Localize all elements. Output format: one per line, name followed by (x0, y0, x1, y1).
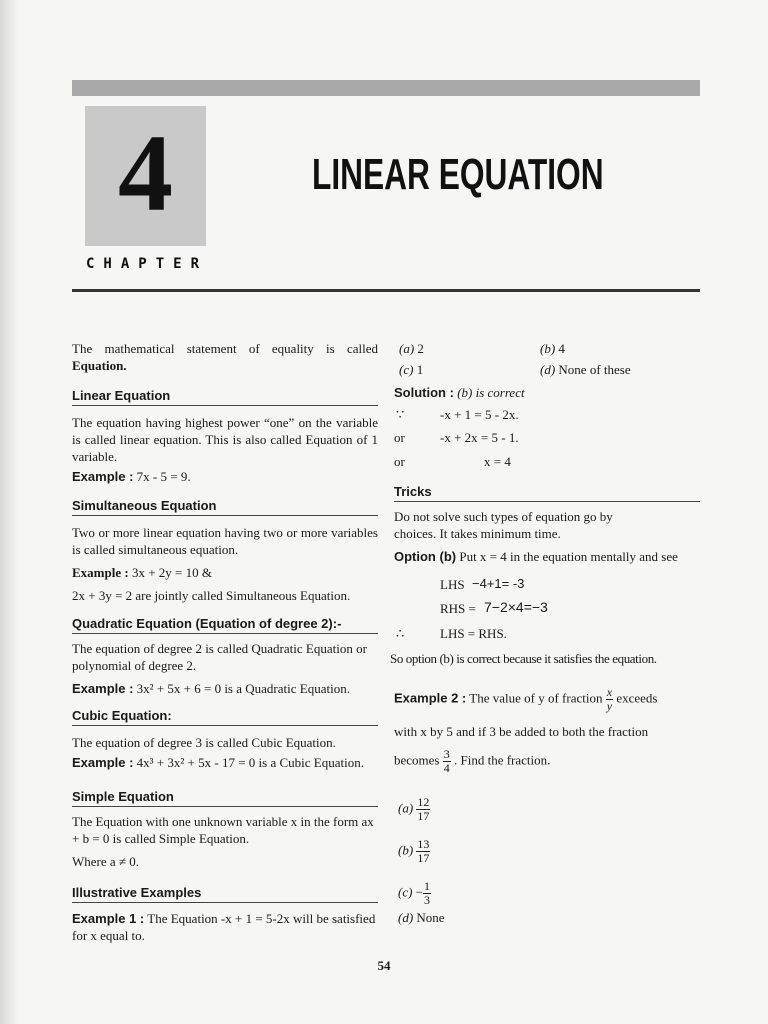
fraction-numerator: 1 (424, 879, 431, 893)
fraction-numerator: 3 (443, 747, 450, 761)
heading-tricks: Tricks (394, 483, 700, 502)
fraction-denominator: 17 (417, 809, 430, 823)
heading-simple: Simple Equation (72, 788, 378, 807)
option-c-label: (c) (399, 362, 414, 377)
chapter-title: LINEAR EQUATION (312, 150, 604, 199)
heading-simultaneous: Simultaneous Equation (72, 497, 378, 516)
fraction-denominator: y (606, 699, 613, 713)
answer-a-label: (a) (398, 800, 414, 816)
fraction-numerator: 12 (417, 795, 430, 809)
intro-paragraph (72, 340, 378, 374)
answer-d-label: (d) (398, 910, 414, 925)
cubic-example (72, 754, 378, 771)
option-c (399, 361, 423, 378)
solution-label: Solution : (394, 385, 454, 400)
quad-example-value: 3x² + 5x + 6 = 0 is a Quadratic Equation. (136, 681, 350, 696)
heading-illustrative: Illustrative Examples (72, 884, 378, 903)
answer-c (398, 880, 431, 907)
left-column (72, 340, 378, 944)
simple-where: Where a ≠ 0. (72, 854, 140, 869)
answer-d-text: None (416, 910, 445, 925)
example-1 (72, 910, 378, 944)
therefore-symbol: ∴ (396, 626, 405, 641)
option-d-value: None of these (558, 362, 631, 377)
answer-b (398, 838, 430, 865)
linear-text: The equation having highest power “one” on the variable is called linear equation. This is also called Equation of 1 variable. (72, 415, 378, 464)
chapter-label: CHAPTER (86, 256, 209, 272)
answer-a (398, 796, 430, 823)
linear-example (72, 468, 378, 485)
header-rule (72, 289, 700, 292)
example-2-text-a: The value of y of fraction (469, 690, 603, 706)
page-number: 54 (377, 958, 391, 973)
linear-example-value: 7x - 5 = 9. (136, 469, 191, 484)
answer-c-label: (c) (398, 884, 413, 900)
example-label: Example : (72, 565, 129, 580)
heading-cubic: Cubic Equation: (72, 707, 378, 726)
intro-bold: Equation. (72, 358, 127, 373)
lhs-label: LHS (440, 577, 465, 592)
option-line (394, 548, 702, 565)
rhs-label: RHS = (440, 601, 476, 616)
answer-c-sign: − (415, 884, 424, 900)
step1: -x + 1 = 5 - 2x. (440, 407, 519, 422)
simul-example-a-value: 3x + 2y = 10 & (131, 565, 212, 580)
solution-text: (b) is correct (457, 385, 525, 400)
cubic-text: The equation of degree 3 is called Cubic Equation. (72, 735, 336, 750)
quad-example (72, 680, 378, 697)
answer-b-fraction (416, 838, 430, 865)
answer-d (398, 909, 445, 926)
simul-text: Two or more linear equation having two or more variables is called simultaneous equation. (72, 525, 378, 557)
header-bar (72, 80, 700, 96)
example-1-text: The Equation -x + 1 = 5-2x will be satisfied for x equal to. (72, 911, 376, 943)
example-2-text-b: exceeds (616, 690, 658, 706)
option-b-value: 4 (558, 341, 565, 356)
fraction-numerator: x (606, 685, 613, 699)
option-d-label: (d) (540, 362, 556, 377)
example-1-label: Example 1 : (72, 911, 145, 926)
example-label: Example : (72, 469, 134, 484)
example-2-line-2: with x by 5 and if 3 be added to both the fraction (394, 724, 649, 739)
page-edge-shadow (0, 0, 18, 1024)
fraction-x-over-y (606, 686, 613, 713)
step2: -x + 2x = 5 - 1. (440, 430, 519, 445)
option-a-label: (a) (399, 341, 415, 356)
step3: x = 4 (484, 454, 511, 469)
answer-c-fraction (423, 880, 431, 907)
fraction-denominator: 4 (443, 761, 450, 775)
option-a (399, 340, 424, 357)
rhs-value: 7−2×4=−3 (484, 599, 548, 615)
simul-example-a (72, 564, 378, 581)
step3-symbol: or (394, 454, 405, 469)
option-c-value: 1 (416, 362, 424, 377)
option-text: Put x = 4 in the equation mentally and see (459, 549, 678, 564)
heading-quadratic: Quadratic Equation (Equation of degree 2):- (72, 615, 378, 634)
example-label: Example : (72, 681, 134, 696)
example-label: Example : (72, 755, 134, 770)
cubic-example-value: 4x³ + 3x² + 5x - 17 = 0 is a Cubic Equation. (136, 755, 364, 770)
quad-text: The equation of degree 2 is called Quadratic Equation or polynomial of degree 2. (72, 641, 367, 673)
example-2-label: Example 2 : (394, 690, 467, 706)
fraction-denominator: 3 (424, 893, 431, 907)
option-b (540, 340, 565, 357)
heading-linear-equation: Linear Equation (72, 387, 378, 406)
simul-example-b: 2x + 3y = 2 are jointly called Simultaneous Equation. (72, 588, 351, 603)
example-2-text-e: . Find the fraction. (453, 752, 551, 768)
example-2-line-1 (394, 686, 702, 713)
fraction-numerator: 13 (417, 837, 430, 851)
therefore-text: LHS = RHS. (440, 626, 507, 641)
answer-a-fraction (416, 796, 430, 823)
step2-symbol: or (394, 430, 405, 445)
answer-b-label: (b) (398, 842, 414, 858)
option-a-value: 2 (417, 341, 424, 356)
simple-text: The Equation with one unknown variable x in the form ax + b = 0 is called Simple Equation. (72, 814, 374, 846)
fraction-denominator: 17 (417, 851, 430, 865)
example-2-line-3 (394, 748, 550, 775)
solution-line (394, 384, 525, 401)
conclusion-text: So option (b) is correct because it satisfies the equation. (390, 651, 657, 666)
option-d (540, 361, 631, 378)
chapter-number: 4 (118, 112, 173, 234)
lhs-value: −4+1= -3 (472, 576, 525, 591)
right-column (390, 340, 702, 940)
option-label: Option (b) (394, 549, 457, 564)
tricks-text: Do not solve such types of equation go by choices. It takes minimum time. (394, 509, 613, 541)
option-b-label: (b) (540, 341, 556, 356)
fraction-3-over-4 (443, 748, 451, 775)
step1-symbol: ∵ (396, 407, 405, 422)
intro-text: The mathematical statement of equality is called (72, 341, 378, 356)
example-2-text-d: becomes (394, 752, 440, 768)
